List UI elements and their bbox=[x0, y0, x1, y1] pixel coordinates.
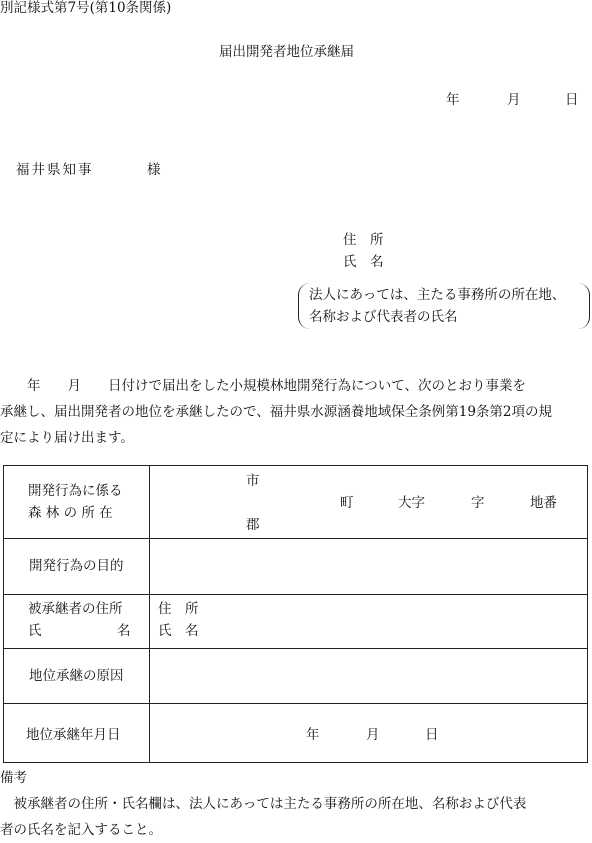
form-number: 別記様式第7号(第10条関係) bbox=[0, 0, 172, 16]
table-row-location bbox=[4, 466, 587, 538]
date-year-label: 年 bbox=[446, 92, 460, 108]
notes-line-1: 被承継者の住所・氏名欄は、法人にあっては主たる事務所の所在地、名称および代表 bbox=[0, 796, 527, 812]
location-town: 町 bbox=[340, 495, 354, 511]
applicant-name-label: 氏 名 bbox=[343, 254, 384, 270]
honorific: 様 bbox=[147, 162, 161, 178]
cause-label: 地位承継の原因 bbox=[29, 668, 124, 684]
succession-month-label: 月 bbox=[366, 727, 380, 743]
note-line-1: 法人にあっては、主たる事務所の所在地、 bbox=[309, 287, 566, 303]
location-oaza: 大字 bbox=[398, 495, 425, 511]
location-city: 市 bbox=[246, 473, 260, 489]
predecessor-name-label: 氏 名 bbox=[158, 623, 199, 639]
addressee: 福井県知事 bbox=[16, 162, 94, 178]
notes-heading: 備考 bbox=[0, 770, 27, 786]
location-county: 郡 bbox=[246, 517, 260, 533]
purpose-label: 開発行為の目的 bbox=[29, 558, 124, 574]
succession-day-label: 日 bbox=[425, 727, 439, 743]
predecessor-label-1: 被承継者の住所 bbox=[28, 601, 123, 617]
location-chiban: 地番 bbox=[530, 495, 557, 511]
predecessor-label-2a: 氏 bbox=[28, 623, 42, 639]
predecessor-label-2b: 名 bbox=[117, 623, 131, 639]
table-row-cause bbox=[4, 648, 587, 704]
location-aza: 字 bbox=[471, 495, 485, 511]
body-paragraph bbox=[0, 373, 592, 451]
notes-line-2: 者の氏名を記入すること。 bbox=[0, 822, 162, 838]
table-row-purpose bbox=[4, 538, 587, 595]
succession-year-label: 年 bbox=[306, 727, 320, 743]
table-row-predecessor bbox=[4, 594, 587, 649]
location-label-1: 開発行為に係る bbox=[28, 483, 123, 499]
predecessor-address-label: 住 所 bbox=[158, 601, 199, 617]
applicant-address-label: 住 所 bbox=[343, 232, 384, 248]
location-label-2: 森 林 の 所 在 bbox=[28, 505, 113, 521]
form-table bbox=[3, 465, 588, 763]
date-month-label: 月 bbox=[507, 92, 521, 108]
note-line-2: 名称および代表者の氏名 bbox=[309, 309, 458, 325]
body-line-3: 定により届け出ます。 bbox=[0, 430, 134, 446]
notes-section bbox=[0, 765, 592, 843]
document-title: 届出開発者地位承継届 bbox=[219, 44, 354, 60]
body-line-1: 年 月 日付けで届出をした小規模林地開発行為について、次のとおり事業を bbox=[0, 378, 526, 394]
succession-date-label: 地位承継年月日 bbox=[26, 727, 121, 743]
body-line-2: 承継し、届出開発者の地位を承継したので、福井県水源涵養地域保全条例第19条第2項の規 bbox=[0, 404, 552, 420]
date-day-label: 日 bbox=[565, 92, 579, 108]
table-row-date bbox=[4, 703, 587, 765]
